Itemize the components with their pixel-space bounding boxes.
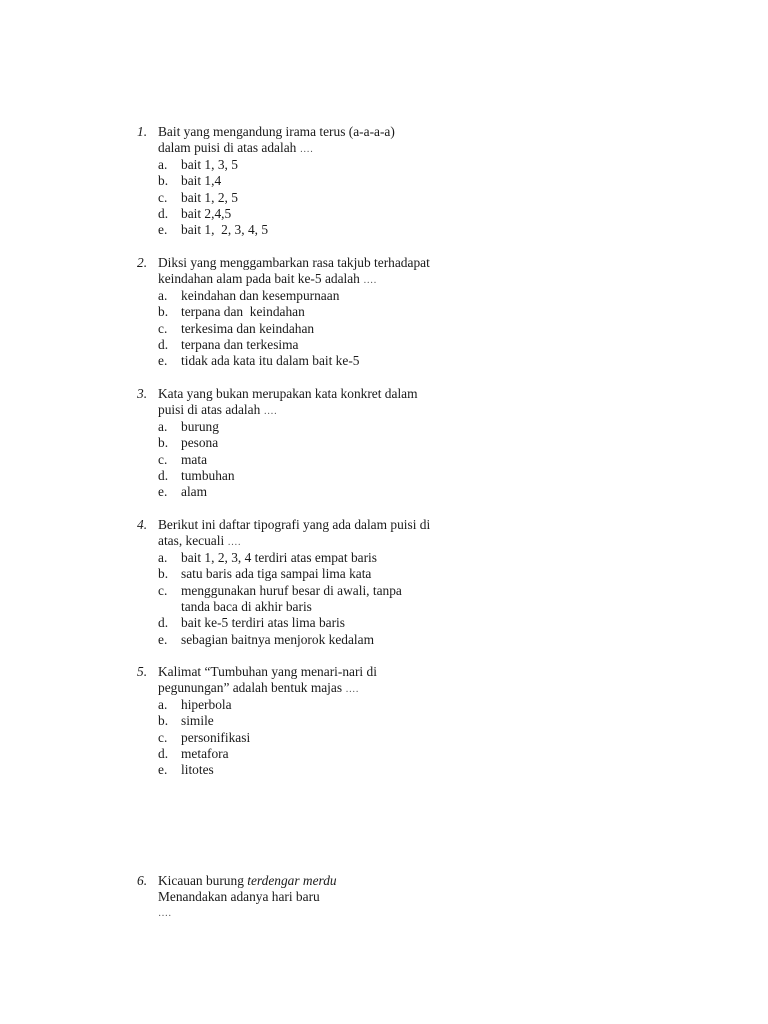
option-b xyxy=(137,566,467,582)
option-letter: d. xyxy=(158,615,169,631)
question-stem-italic: terdengar merdu xyxy=(247,873,337,888)
option-letter: b. xyxy=(158,173,169,189)
question-stem: Menandakan adanya hari baru xyxy=(158,889,320,905)
option-a xyxy=(137,288,467,304)
ellipsis: …. xyxy=(263,406,278,418)
option-e xyxy=(137,632,467,648)
option-text: terpana dan terkesima xyxy=(181,336,299,352)
option-text: hiperbola xyxy=(181,696,232,712)
option-d xyxy=(137,337,467,353)
option-b xyxy=(137,173,467,189)
option-text: menggunakan huruf besar di awali, tanpa xyxy=(181,582,402,598)
option-a xyxy=(137,697,467,713)
question-stem-line xyxy=(137,271,467,287)
option-text: terpana dan keindahan xyxy=(181,304,305,320)
option-text: bait 1, 2, 3, 4 terdiri atas empat baris xyxy=(181,549,377,565)
question-number: 3. xyxy=(137,386,148,401)
question-3 xyxy=(137,386,467,501)
option-text: pesona xyxy=(181,435,219,451)
option-letter: c. xyxy=(158,729,168,745)
option-text: tidak ada kata itu dalam bait ke-5 xyxy=(181,353,360,369)
option-a xyxy=(137,157,467,173)
question-stem: keindahan alam pada bait ke-5 adalah xyxy=(158,271,360,287)
question-stem: Kalimat “Tumbuhan yang menari-nari di xyxy=(158,664,377,679)
question-number: 2. xyxy=(137,255,148,270)
question-number: 4. xyxy=(137,517,148,532)
option-b xyxy=(137,713,467,729)
option-text: personifikasi xyxy=(181,729,251,745)
question-5 xyxy=(137,664,467,779)
option-text: alam xyxy=(181,484,208,500)
option-text: simile xyxy=(181,713,214,729)
option-letter: b. xyxy=(158,435,169,451)
option-letter: a. xyxy=(158,156,168,172)
option-letter: e. xyxy=(158,484,168,500)
question-stem-line xyxy=(137,533,467,549)
option-letter: e. xyxy=(158,631,168,647)
ellipsis: …. xyxy=(363,275,377,287)
option-letter: c. xyxy=(158,189,168,205)
option-text: bait ke-5 terdiri atas lima baris xyxy=(181,615,345,631)
question-stem: dalam puisi di atas adalah xyxy=(158,140,297,156)
question-stem-line xyxy=(137,255,467,271)
option-b xyxy=(137,435,467,451)
option-letter: b. xyxy=(158,566,169,582)
option-text: tumbuhan xyxy=(181,467,235,483)
option-letter: a. xyxy=(158,287,168,303)
option-letter: d. xyxy=(158,467,169,483)
question-stem-line xyxy=(137,386,467,402)
question-stem-line xyxy=(137,140,467,156)
option-text: bait 1, 2, 5 xyxy=(181,189,238,205)
option-c-continued xyxy=(137,599,467,615)
option-a xyxy=(137,419,467,435)
option-text: sebagian baitnya menjorok kedalam xyxy=(181,631,374,647)
option-letter: c. xyxy=(158,320,168,336)
option-d xyxy=(137,206,467,222)
ellipsis: …. xyxy=(227,537,242,549)
option-text: burung xyxy=(181,418,219,434)
option-letter: d. xyxy=(158,745,169,761)
option-d xyxy=(137,615,467,631)
option-letter: b. xyxy=(158,304,169,320)
option-text: bait 2,4,5 xyxy=(181,205,232,221)
question-4 xyxy=(137,517,467,648)
option-text: bait 1, 2, 3, 4, 5 xyxy=(181,222,269,238)
ellipsis: …. xyxy=(158,907,172,919)
option-letter: a. xyxy=(158,696,168,712)
question-number: 5. xyxy=(137,664,148,679)
option-c xyxy=(137,190,467,206)
option-letter: d. xyxy=(158,336,169,352)
option-e xyxy=(137,353,467,369)
question-stem: Berikut ini daftar tipografi yang ada dalam puisi di xyxy=(158,517,431,532)
question-6 xyxy=(137,873,467,922)
question-number: 6. xyxy=(137,873,148,888)
option-e xyxy=(137,762,467,778)
option-a xyxy=(137,550,467,566)
option-text: tanda baca di akhir baris xyxy=(181,598,312,614)
option-letter: e. xyxy=(158,222,168,238)
option-e xyxy=(137,484,467,500)
option-text: keindahan dan kesempurnaan xyxy=(181,287,340,303)
option-text: litotes xyxy=(181,762,214,778)
option-letter: c. xyxy=(158,451,168,467)
option-text: satu baris ada tiga sampai lima kata xyxy=(181,566,372,582)
question-stem-line xyxy=(137,873,467,889)
option-c xyxy=(137,321,467,337)
question-ellipsis-line xyxy=(137,906,467,922)
option-letter: a. xyxy=(158,549,168,565)
option-letter: d. xyxy=(158,205,169,221)
question-stem: Kicauan burung xyxy=(158,873,248,888)
question-stem-line xyxy=(137,889,467,905)
option-letter: e. xyxy=(158,353,168,369)
question-stem: Diksi yang menggambarkan rasa takjub terhadapat xyxy=(158,255,430,270)
option-text: terkesima dan keindahan xyxy=(181,320,315,336)
option-text: metafora xyxy=(181,745,229,761)
option-b xyxy=(137,304,467,320)
option-text: bait 1,4 xyxy=(181,173,222,189)
question-stem: puisi di atas adalah xyxy=(158,402,261,418)
option-letter: c. xyxy=(158,582,168,598)
ellipsis: …. xyxy=(345,684,359,696)
option-c xyxy=(137,452,467,468)
question-stem: Kata yang bukan merupakan kata konkret dalam xyxy=(158,386,418,401)
option-letter: e. xyxy=(158,762,168,778)
option-e xyxy=(137,222,467,238)
question-stem-line xyxy=(137,124,467,140)
option-c xyxy=(137,730,467,746)
option-text: mata xyxy=(181,451,208,467)
question-stem-line xyxy=(137,517,467,533)
option-text: bait 1, 3, 5 xyxy=(181,156,238,172)
question-stem-line xyxy=(137,402,467,418)
question-stem-line xyxy=(137,664,467,680)
question-stem: Bait yang mengandung irama terus (a-a-a-a) xyxy=(158,124,395,139)
option-letter: b. xyxy=(158,713,169,729)
option-letter: a. xyxy=(158,418,168,434)
question-1 xyxy=(137,124,467,239)
question-number: 1. xyxy=(137,124,148,139)
question-2 xyxy=(137,255,467,370)
question-stem: atas, kecuali xyxy=(158,533,225,549)
ellipsis: …. xyxy=(299,144,314,156)
option-d xyxy=(137,468,467,484)
option-d xyxy=(137,746,467,762)
question-stem-line xyxy=(137,680,467,696)
option-c xyxy=(137,583,467,599)
question-stem: pegunungan” adalah bentuk majas xyxy=(158,680,343,696)
